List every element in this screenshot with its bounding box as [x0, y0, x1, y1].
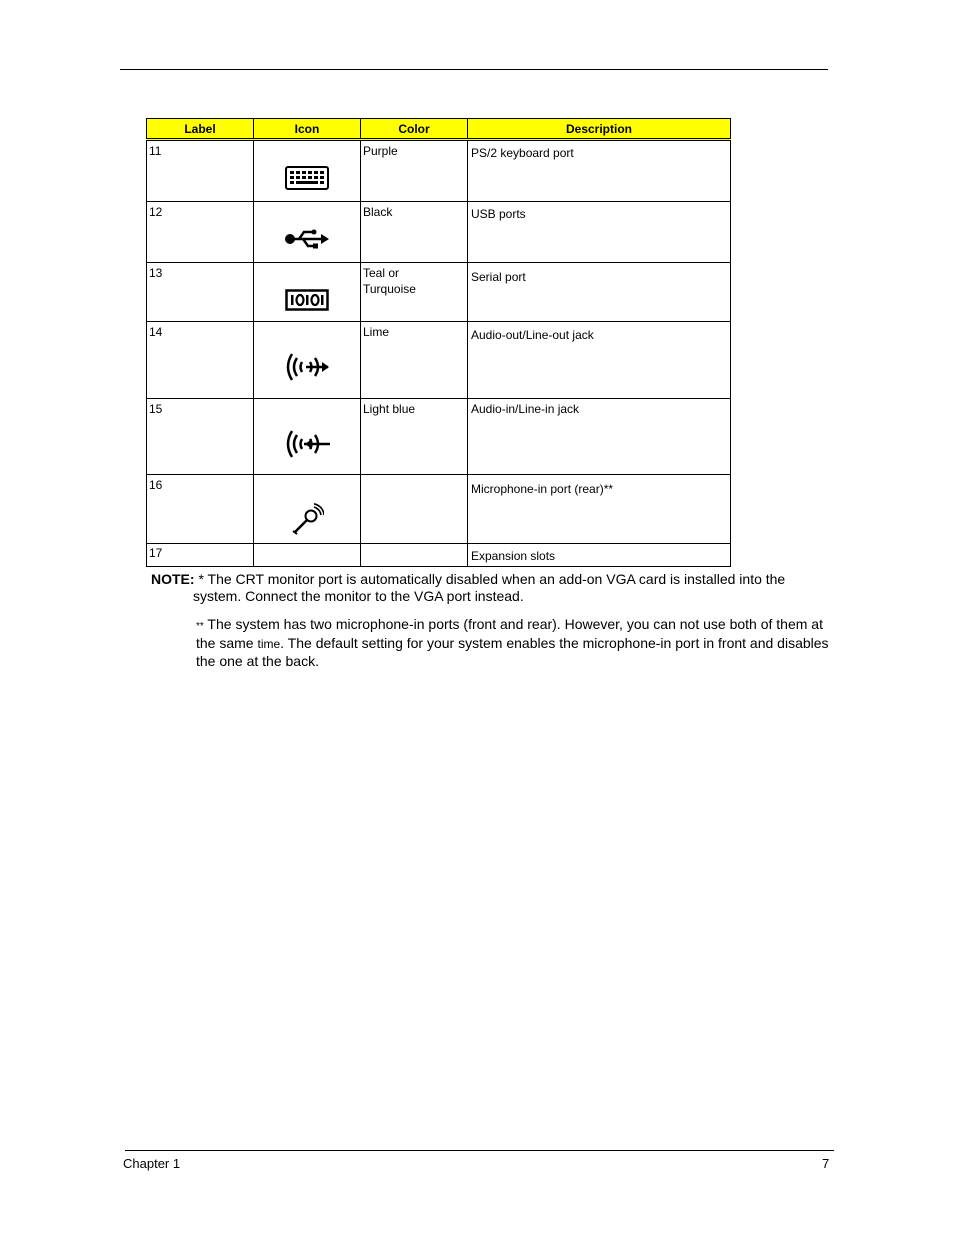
page-number: 7 — [822, 1156, 830, 1171]
table-row — [147, 544, 731, 567]
row-label: 11 — [149, 144, 162, 158]
table-header-row — [147, 119, 731, 140]
row-label: 16 — [149, 478, 163, 492]
audio-in-icon — [282, 427, 332, 461]
row-color-line2: Turquoise — [363, 282, 416, 296]
header-icon: Icon — [254, 119, 361, 140]
footer-rule — [125, 1150, 834, 1151]
table-row — [147, 140, 731, 202]
row-label: 15 — [149, 402, 163, 416]
header-rule — [120, 69, 828, 70]
table-row — [147, 202, 731, 263]
footnote-marker: ** — [196, 621, 204, 632]
footnote-time: time — [257, 637, 281, 651]
audio-out-icon — [282, 350, 332, 384]
table-row — [147, 263, 731, 322]
footnote-text-part1: The system has two microphone-in ports (front and rear). However, you can not use both of them at the same — [196, 616, 823, 651]
note-text-line1: * The CRT monitor port is automatically disabled when an add-on VGA card is installed into the — [194, 571, 786, 587]
row-color — [361, 544, 467, 546]
row-color: Black — [363, 205, 393, 219]
row-label: 12 — [149, 205, 163, 219]
row-label: 13 — [149, 266, 163, 280]
row-description: Serial port — [471, 270, 526, 284]
table-row — [147, 475, 731, 544]
note-label: NOTE: — [151, 571, 195, 587]
note — [151, 571, 831, 605]
row-description: PS/2 keyboard port — [471, 146, 574, 160]
keyboard-icon — [284, 165, 330, 191]
row-color: Purple — [363, 144, 398, 158]
header-description: Description — [468, 119, 731, 140]
row-color — [361, 475, 467, 477]
row-description: Audio-in/Line-in jack — [471, 402, 580, 416]
row-color — [361, 263, 467, 297]
row-color: Lime — [363, 325, 390, 339]
row-label: 14 — [149, 325, 163, 339]
ports-table — [146, 118, 731, 567]
row-description: Microphone-in port (rear)** — [471, 482, 614, 496]
usb-icon — [283, 228, 331, 250]
footnote-text-part2: . The default setting for your system enables the microphone-in port in front and disables the one at the back. — [196, 635, 829, 669]
microphone-icon — [290, 503, 324, 535]
footer-chapter: Chapter 1 — [123, 1156, 181, 1171]
row-description: Expansion slots — [471, 549, 556, 563]
row-label: 17 — [149, 546, 163, 560]
header-color: Color — [361, 119, 468, 140]
row-description: USB ports — [471, 207, 526, 221]
note-text-line2: system. Connect the monitor to the VGA port instead. — [193, 588, 524, 604]
row-description: Audio-out/Line-out jack — [471, 328, 594, 342]
serial-port-icon — [285, 289, 329, 311]
footnote — [196, 616, 832, 670]
row-color: Light blue — [363, 402, 416, 416]
row-color-line1: Teal or — [363, 266, 400, 280]
header-label: Label — [147, 119, 254, 140]
table-row — [147, 322, 731, 399]
table-row — [147, 399, 731, 475]
